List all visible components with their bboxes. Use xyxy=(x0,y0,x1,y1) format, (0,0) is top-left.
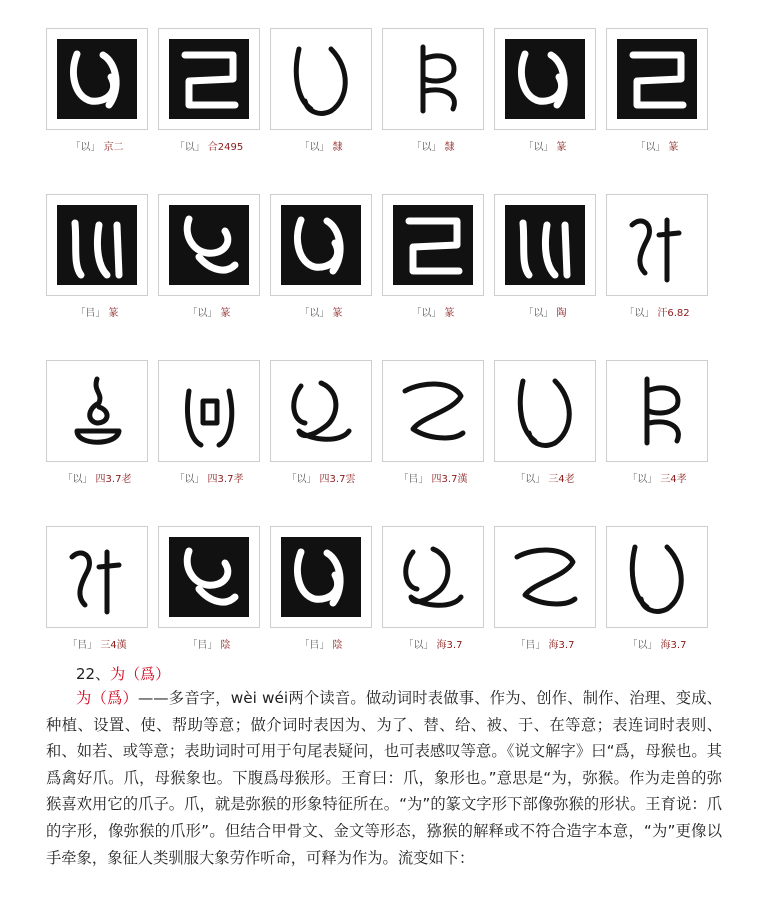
glyph-source: 隸 xyxy=(332,142,343,153)
glyph-source: 篆 xyxy=(108,308,119,319)
paragraph-body: ——多音字，wèi wéi两个读音。做动词时表做事、作为、创作、制作、治理、变成、种植、设置、使、帮助等意；做介词时表因为、为了、替、给、被、于、在等意；表连词时表则、和、如若、或等意；表助词时可用于句尾表疑问，也可表感叹等意。《说文解字》曰“爲，母猴也。其爲禽好爪。爪，母猴象也。下腹爲母猴形。王育曰：爪，象形也。”意思是“为，弥猴。作为走兽的弥猴喜欢用它的爪子。爪，就是弥猴的形象特征所在。“为”的篆文字形下部像弥猴的形状。王育说：爪的字形，像弥猴的爪形”。但结合甲骨文、金文等形态，猕猴的解释或不符合造字本意，“为”更像以手牵象，象征人类驯服大象劳作听命，可释为作为。流变如下： xyxy=(46,689,722,867)
glyph-char: 「以」 xyxy=(523,142,554,153)
glyph-cell xyxy=(46,194,158,360)
glyph-char: 「以」 xyxy=(187,308,218,319)
glyph-source: 陰 xyxy=(332,640,343,651)
glyph-caption xyxy=(46,138,148,153)
glyph-image xyxy=(606,360,708,462)
glyph-caption xyxy=(270,304,372,319)
glyph-char: 「㠯」 xyxy=(299,640,330,651)
glyph-caption xyxy=(158,470,260,485)
glyph-char: 「以」 xyxy=(627,474,658,485)
glyph-cell xyxy=(270,526,382,692)
glyph-source: 汗6.82 xyxy=(657,308,690,319)
glyph-cell xyxy=(382,360,494,526)
glyph-source: 陶 xyxy=(556,308,567,319)
glyph-cell xyxy=(606,526,718,692)
glyph-caption xyxy=(158,636,260,651)
glyph-image xyxy=(158,526,260,628)
glyph-source: 篆 xyxy=(332,308,343,319)
glyph-char: 「以」 xyxy=(403,640,434,651)
glyph-caption xyxy=(606,138,708,153)
glyph-image xyxy=(270,28,372,130)
glyph-cell xyxy=(270,360,382,526)
glyph-source: 篆 xyxy=(556,142,567,153)
glyph-image xyxy=(270,526,372,628)
glyph-image xyxy=(46,28,148,130)
glyph-char: 「㠯」 xyxy=(67,640,98,651)
glyph-cell xyxy=(382,28,494,194)
glyph-image xyxy=(270,194,372,296)
glyph-caption xyxy=(382,470,484,485)
glyph-image xyxy=(494,360,596,462)
glyph-char: 「㠯」 xyxy=(75,308,106,319)
glyph-char: 「以」 xyxy=(174,142,205,153)
glyph-char: 「以」 xyxy=(62,474,93,485)
glyph-grid xyxy=(46,28,718,692)
glyph-caption xyxy=(494,470,596,485)
glyph-source: 三4孝 xyxy=(660,474,687,485)
glyph-caption xyxy=(494,636,596,651)
section-number: 22、 xyxy=(76,665,111,683)
glyph-cell xyxy=(46,360,158,526)
glyph-image xyxy=(382,194,484,296)
glyph-char: 「㠯」 xyxy=(187,640,218,651)
glyph-image xyxy=(158,194,260,296)
glyph-char: 「以」 xyxy=(627,640,658,651)
glyph-cell xyxy=(158,28,270,194)
glyph-char: 「以」 xyxy=(299,142,330,153)
glyph-char: 「㠯」 xyxy=(398,474,429,485)
glyph-source: 海3.7 xyxy=(436,640,463,651)
glyph-source: 京二 xyxy=(103,142,124,153)
section-title: 为（爲） xyxy=(110,665,171,683)
glyph-image xyxy=(494,526,596,628)
glyph-caption xyxy=(270,138,372,153)
glyph-caption xyxy=(606,304,708,319)
glyph-char: 「㠯」 xyxy=(515,640,546,651)
glyph-cell xyxy=(494,28,606,194)
glyph-caption xyxy=(494,304,596,319)
glyph-image xyxy=(494,28,596,130)
glyph-caption xyxy=(382,304,484,319)
glyph-cell xyxy=(270,28,382,194)
glyph-char: 「以」 xyxy=(286,474,317,485)
glyph-cell xyxy=(494,360,606,526)
glyph-source: 三4漢 xyxy=(100,640,127,651)
glyph-cell xyxy=(606,360,718,526)
glyph-caption xyxy=(270,470,372,485)
glyph-caption xyxy=(158,304,260,319)
glyph-char: 「以」 xyxy=(174,474,205,485)
glyph-source: 合2495 xyxy=(207,142,244,153)
glyph-cell xyxy=(382,194,494,360)
glyph-char: 「以」 xyxy=(411,142,442,153)
glyph-source: 海3.7 xyxy=(548,640,575,651)
glyph-cell xyxy=(382,526,494,692)
glyph-source: 隸 xyxy=(444,142,455,153)
glyph-caption xyxy=(382,138,484,153)
glyph-caption xyxy=(606,470,708,485)
glyph-caption xyxy=(158,138,260,153)
glyph-source: 篆 xyxy=(220,308,231,319)
glyph-image xyxy=(382,360,484,462)
glyph-image xyxy=(382,28,484,130)
glyph-source: 篆 xyxy=(444,308,455,319)
glyph-char: 「以」 xyxy=(624,308,655,319)
glyph-caption xyxy=(382,636,484,651)
glyph-caption xyxy=(46,636,148,651)
glyph-image xyxy=(158,360,260,462)
glyph-row xyxy=(46,360,718,526)
glyph-source: 四3.7老 xyxy=(95,474,132,485)
glyph-source: 四3.7漢 xyxy=(431,474,468,485)
glyph-caption xyxy=(606,636,708,651)
glyph-image xyxy=(606,28,708,130)
glyph-char: 「以」 xyxy=(70,142,101,153)
glyph-image xyxy=(270,360,372,462)
glyph-image xyxy=(46,360,148,462)
glyph-cell xyxy=(46,28,158,194)
glyph-cell xyxy=(494,526,606,692)
glyph-cell xyxy=(494,194,606,360)
glyph-cell xyxy=(606,28,718,194)
glyph-image xyxy=(606,526,708,628)
glyph-cell xyxy=(158,526,270,692)
paragraph-lead: 为（爲） xyxy=(76,689,138,707)
glyph-char: 「以」 xyxy=(523,308,554,319)
glyph-caption xyxy=(270,636,372,651)
glyph-caption xyxy=(494,138,596,153)
glyph-source: 三4老 xyxy=(548,474,575,485)
glyph-row xyxy=(46,194,718,360)
glyph-cell xyxy=(158,194,270,360)
glyph-cell xyxy=(606,194,718,360)
glyph-char: 「以」 xyxy=(299,308,330,319)
glyph-cell xyxy=(158,360,270,526)
glyph-source: 四3.7孝 xyxy=(207,474,244,485)
glyph-image xyxy=(158,28,260,130)
glyph-source: 海3.7 xyxy=(660,640,687,651)
glyph-image xyxy=(494,194,596,296)
section-heading xyxy=(76,663,170,684)
glyph-row xyxy=(46,28,718,194)
glyph-image xyxy=(382,526,484,628)
glyph-caption xyxy=(46,470,148,485)
explanation-paragraph xyxy=(46,685,722,871)
glyph-char: 「以」 xyxy=(515,474,546,485)
glyph-source: 陰 xyxy=(220,640,231,651)
glyph-source: 篆 xyxy=(668,142,679,153)
glyph-caption xyxy=(46,304,148,319)
glyph-char: 「以」 xyxy=(635,142,666,153)
glyph-image xyxy=(46,194,148,296)
glyph-image xyxy=(606,194,708,296)
glyph-source: 四3.7雲 xyxy=(319,474,356,485)
glyph-cell xyxy=(270,194,382,360)
glyph-image xyxy=(46,526,148,628)
glyph-char: 「以」 xyxy=(411,308,442,319)
